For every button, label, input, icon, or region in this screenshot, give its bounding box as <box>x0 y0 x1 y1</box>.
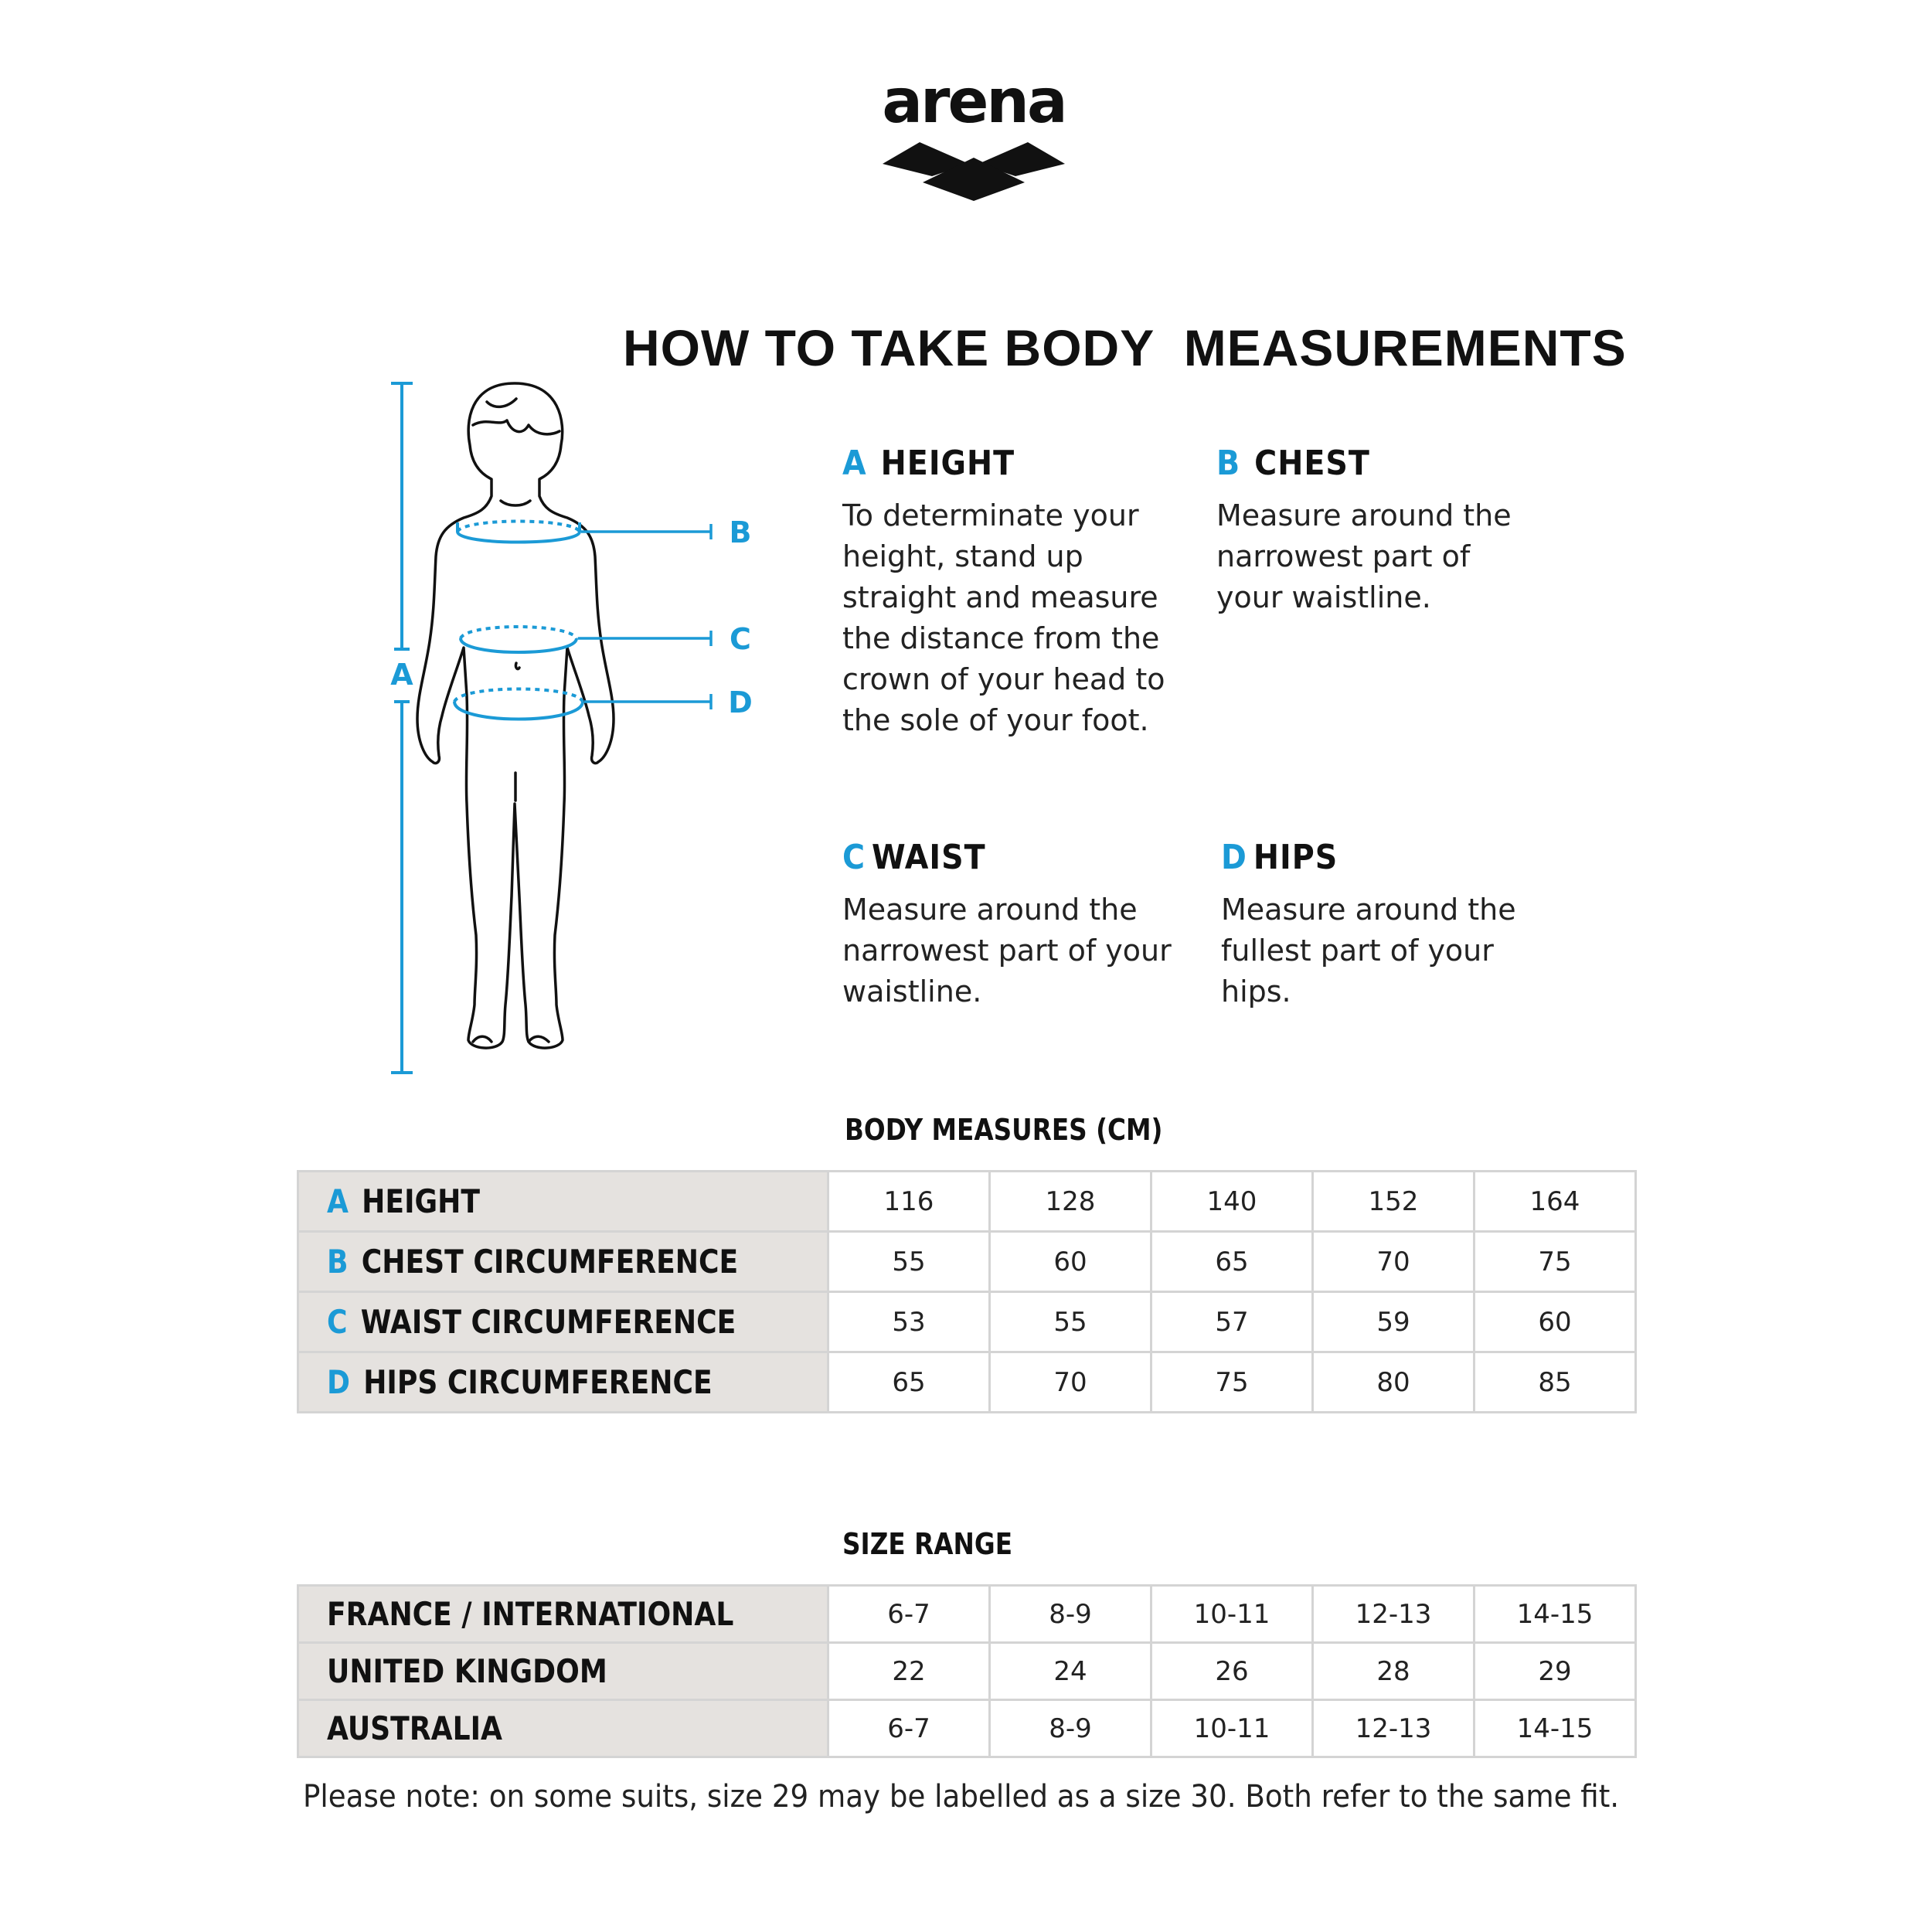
row-header <box>298 1352 828 1413</box>
body-figure <box>371 371 804 1082</box>
table-cell: 85 <box>1475 1352 1636 1413</box>
table-row <box>298 1232 1636 1292</box>
measurement-text: Measure around the fullest part of your hips. <box>1221 893 1516 1009</box>
figure-label-b: B <box>729 515 752 549</box>
table-cell: 10-11 <box>1151 1700 1313 1757</box>
table-row <box>298 1643 1636 1700</box>
child-outline <box>417 383 614 1048</box>
row-letter: B <box>327 1243 349 1281</box>
measurement-hips <box>1221 838 1546 1012</box>
measurement-name: HIPS <box>1253 838 1338 877</box>
brand-logo <box>881 67 1066 209</box>
row-label: CHEST CIRCUMFERENCE <box>361 1243 739 1281</box>
size-range-title: SIZE RANGE <box>842 1527 1013 1561</box>
table-cell: 28 <box>1313 1643 1475 1700</box>
table-cell: 70 <box>1313 1232 1475 1292</box>
size-range-table <box>297 1584 1637 1758</box>
table-cell: 55 <box>990 1292 1151 1352</box>
table-cell: 65 <box>1151 1232 1313 1292</box>
size-note: Please note: on some suits, size 29 may be labelled as a size 30. Both refer to the same fit. <box>303 1779 1620 1815</box>
table-cell: 12-13 <box>1313 1586 1475 1643</box>
table-row <box>298 1292 1636 1352</box>
measurement-text: Measure around the narrowest part of your waistline. <box>1216 498 1512 614</box>
arena-diamond-logo-icon <box>883 138 1065 201</box>
table-row <box>298 1586 1636 1643</box>
chest-ring <box>457 522 580 543</box>
table-cell: 14-15 <box>1475 1700 1636 1757</box>
table-row <box>298 1700 1636 1757</box>
row-header <box>298 1292 828 1352</box>
row-label: HIPS CIRCUMFERENCE <box>363 1363 713 1401</box>
row-header <box>298 1586 828 1643</box>
body-measures-title: BODY MEASURES (CM) <box>845 1113 1163 1147</box>
row-label: WAIST CIRCUMFERENCE <box>360 1303 736 1341</box>
table-cell: 80 <box>1313 1352 1475 1413</box>
table-cell: 14-15 <box>1475 1586 1636 1643</box>
table-cell: 8-9 <box>990 1586 1151 1643</box>
table-cell: 60 <box>1475 1292 1636 1352</box>
table-cell: 57 <box>1151 1292 1313 1352</box>
height-dimension-line <box>391 383 413 1073</box>
measurement-name: CHEST <box>1254 444 1370 483</box>
table-cell: 140 <box>1151 1172 1313 1232</box>
measurement-waist <box>842 838 1175 1012</box>
table-cell: 10-11 <box>1151 1586 1313 1643</box>
table-cell: 53 <box>828 1292 990 1352</box>
waist-ring <box>461 627 577 652</box>
table-row <box>298 1172 1636 1232</box>
row-letter: D <box>327 1363 350 1401</box>
measurement-letter: D <box>1221 838 1247 877</box>
table-cell: 8-9 <box>990 1700 1151 1757</box>
row-letter: A <box>327 1182 349 1220</box>
table-cell: 75 <box>1151 1352 1313 1413</box>
measurement-name: WAIST <box>872 838 986 877</box>
measurement-letter: C <box>842 838 866 877</box>
measurement-letter: A <box>842 444 867 483</box>
measurement-text: To determinate your height, stand up straight and measure the distance from the crown of your head to the sole of your foot. <box>842 498 1165 737</box>
row-letter: C <box>327 1303 348 1341</box>
table-cell: 6-7 <box>828 1586 990 1643</box>
body-measures-table <box>297 1170 1637 1413</box>
table-cell: 116 <box>828 1172 990 1232</box>
figure-label-d: D <box>728 685 753 719</box>
measurement-chest <box>1216 444 1541 618</box>
row-header <box>298 1172 828 1232</box>
table-cell: 24 <box>990 1643 1151 1700</box>
table-cell: 152 <box>1313 1172 1475 1232</box>
row-label: HEIGHT <box>362 1182 481 1220</box>
table-cell: 55 <box>828 1232 990 1292</box>
row-header <box>298 1232 828 1292</box>
table-cell: 65 <box>828 1352 990 1413</box>
row-label: AUSTRALIA <box>327 1709 503 1747</box>
figure-label-c: C <box>730 622 751 656</box>
table-cell: 22 <box>828 1643 990 1700</box>
row-label: UNITED KINGDOM <box>327 1652 607 1690</box>
row-header <box>298 1700 828 1757</box>
table-cell: 164 <box>1475 1172 1636 1232</box>
brand-wordmark: arena <box>882 67 1066 137</box>
measurement-text: Measure around the narrowest part of your waistline. <box>842 893 1172 1009</box>
measurement-letter: B <box>1216 444 1241 483</box>
table-cell: 128 <box>990 1172 1151 1232</box>
measurement-name: HEIGHT <box>880 444 1015 483</box>
table-cell: 59 <box>1313 1292 1475 1352</box>
measurement-height <box>842 444 1167 741</box>
table-cell: 70 <box>990 1352 1151 1413</box>
table-cell: 75 <box>1475 1232 1636 1292</box>
table-cell: 26 <box>1151 1643 1313 1700</box>
table-cell: 60 <box>990 1232 1151 1292</box>
row-label: FRANCE / INTERNATIONAL <box>327 1595 734 1633</box>
table-cell: 29 <box>1475 1643 1636 1700</box>
row-header <box>298 1643 828 1700</box>
table-row <box>298 1352 1636 1413</box>
figure-label-a: A <box>390 658 413 692</box>
page-title: HOW TO TAKE BODY MEASUREMENTS <box>623 319 1627 376</box>
table-cell: 6-7 <box>828 1700 990 1757</box>
table-cell: 12-13 <box>1313 1700 1475 1757</box>
